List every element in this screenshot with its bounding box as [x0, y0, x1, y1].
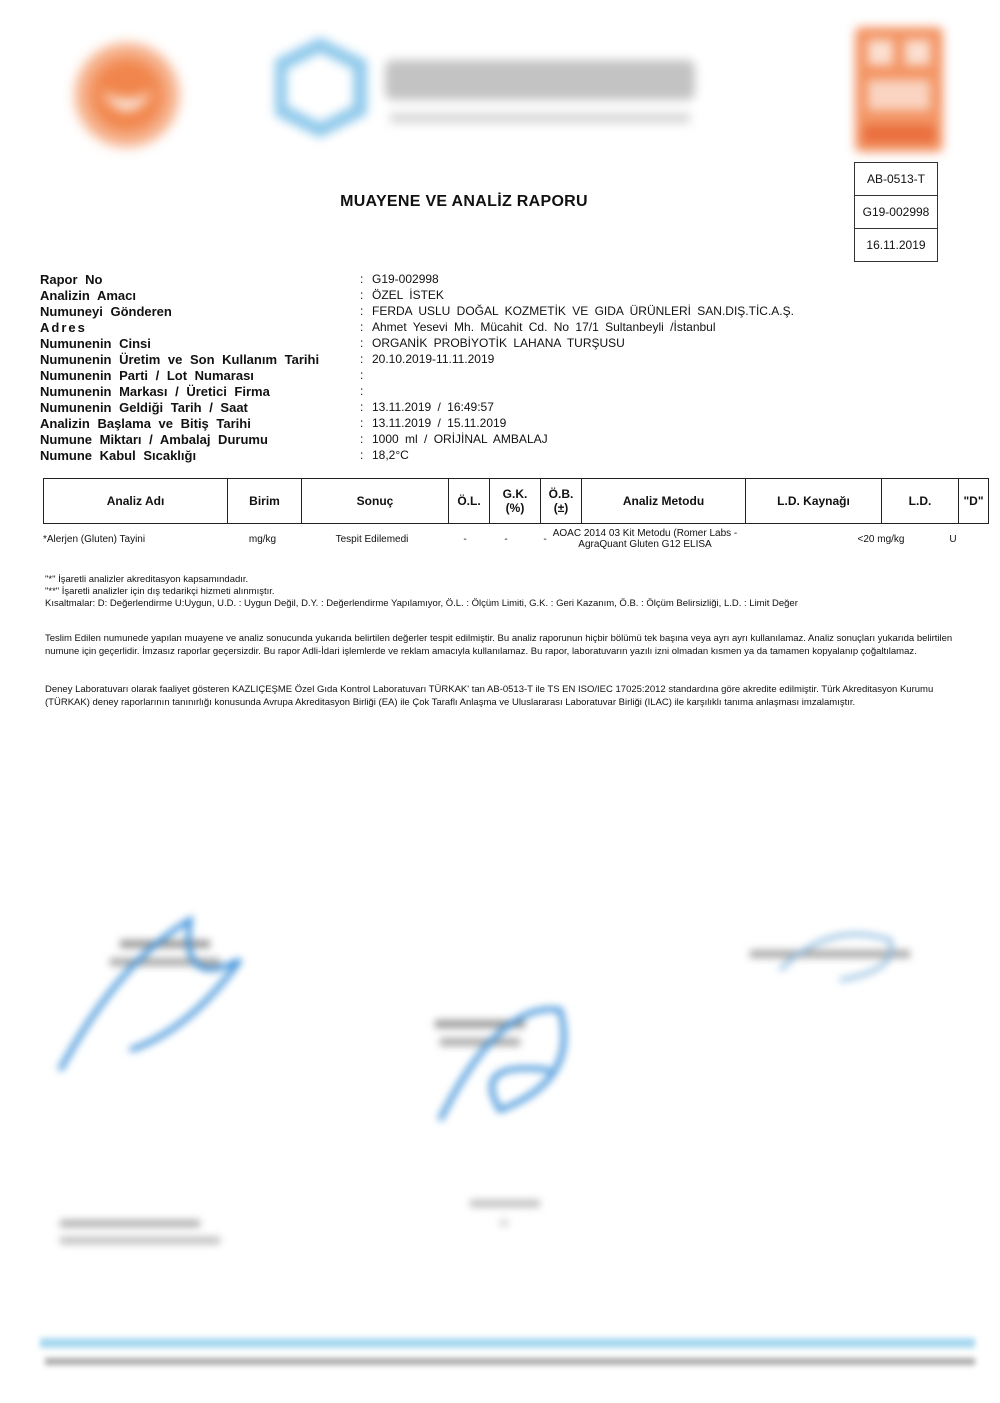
cell-unit: mg/kg	[248, 533, 277, 545]
signature-center	[410, 980, 610, 1140]
col-measurement-limit: Ö.L.	[449, 479, 490, 523]
cell-measurement-limit: -	[463, 533, 467, 545]
col-recovery: G.K. (%)	[490, 479, 541, 523]
footer-bar	[40, 1338, 975, 1348]
info-row: Analizin Başlama ve Bitiş Tarihi : 13.11.2019 / 15.11.2019	[40, 416, 507, 431]
disclaimer-paragraph: Teslim Edilen numunede yapılan muayene ve analiz sonucunda yukarıda belirtilen değerler tespit edilmiştir. Bu analiz raporunun hiçbir bölümü tek başına veya ayrı ayrı kullanılamaz. Analiz sonuçları yukarıda belirtilen numune için geçerlidir. İmzasız raporlar geçersizdir. Bu rapor Adli-İdari işlemlerde ve reklam amacıyla kullanılamaz. Bu rapor, laboratuvarın yazılı izni olmadan kısmen ya da tamamen kopyalanıp çoğaltılamaz.	[45, 633, 953, 657]
col-unit: Birim	[228, 479, 302, 523]
info-row: Numunenin Parti / Lot Numarası :	[40, 368, 364, 383]
info-row: Adres : Ahmet Yesevi Mh. Mücahit Cd. No 17/1 Sultanbeyli /İstanbul	[40, 320, 716, 335]
col-limit-source: L.D. Kaynağı	[746, 479, 882, 523]
footnote-accredited: "*" İşaretli analizler akreditasyon kapsamındadır.	[45, 574, 249, 585]
info-row: Numune Kabul Sıcaklığı : 18,2°C	[40, 448, 409, 463]
footnote-subcontracted: "**" İşaretli analizler için dış tedarikçi hizmeti alınmıştır.	[45, 586, 275, 597]
info-row: Numune Miktarı / Ambalaj Durumu : 1000 ml / ORİJİNAL AMBALAJ	[40, 432, 548, 447]
sample-info-block	[40, 272, 820, 464]
report-date: 16.11.2019	[866, 238, 926, 252]
accreditation-number: AB-0513-T	[855, 163, 937, 196]
cell-result: Tespit Edilemedi	[335, 533, 409, 545]
signature-caption-center	[460, 1195, 550, 1235]
report-number: G19-002998	[855, 196, 937, 229]
info-row: Numunenin Üretim ve Son Kullanım Tarihi : 20.10.2019-11.11.2019	[40, 352, 495, 367]
accreditation-paragraph: Deney Laboratuvarı olarak faaliyet gösteren KAZLIÇEŞME Özel Gıda Kontrol Laboratuvarı TÜRKAK' tan AB-0513-T ile TS EN ISO/IEC 17025:2012 standardına göre akredite edilmiştir. Türk Akreditasyon Kurumu (TÜRKAK) deney raporlarının tanınırlığı konusunda Avrupa Akreditasyon Birliği (EA) ile Çok Taraflı Anlaşma ve Uluslararası Laboratuvar Birliği (ILAC) ile karşılıklı tanıma anlaşması imzalamıştır.	[45, 684, 934, 708]
analysis-table-header	[43, 478, 989, 524]
col-method: Analiz Metodu	[582, 479, 746, 523]
cell-limit-value: <20 mg/kg	[857, 533, 905, 545]
col-limit-value: L.D.	[882, 479, 959, 523]
info-row: Analizin Amacı : ÖZEL İSTEK	[40, 288, 444, 303]
cell-evaluation: U	[949, 533, 957, 545]
accreditation-mark-logo	[853, 25, 945, 155]
table-row	[43, 524, 987, 554]
laboratory-wordmark-logo	[275, 35, 715, 145]
info-row: Rapor No : G19-002998	[40, 272, 439, 287]
info-row: Numunenin Cinsi : ORGANİK PROBİYOTİK LAHANA TURŞUSU	[40, 336, 625, 351]
info-row: Numunenin Geldiği Tarih / Saat : 13.11.2019 / 16:49:57	[40, 400, 494, 415]
cell-uncertainty: -	[543, 533, 547, 545]
col-result: Sonuç	[302, 479, 449, 523]
col-analysis-name: Analiz Adı	[44, 479, 228, 523]
footer-contact-line	[45, 1355, 975, 1369]
footnotes	[45, 574, 965, 610]
footnote-abbreviations: Kısaltmalar: D: Değerlendirme U:Uygun, U.D. : Uygun Değil, D.Y. : Değerlendirme Yapılamıyor, Ö.L. : Ölçüm Limiti, G.K. : Geri Kazanım, Ö.B. : Ölçüm Belirsizliği, L.D. : Limit Değer	[45, 598, 798, 609]
cell-method: AOAC 2014 03 Kit Metodu (Romer Labs - AgraQuant Gluten G12 ELISA	[552, 528, 738, 550]
col-uncertainty: Ö.B. (±)	[541, 479, 582, 523]
cell-limit-source	[745, 524, 843, 554]
cell-analysis-name: *Alerjen (Gluten) Tayini	[43, 533, 146, 545]
info-row: Numunenin Markası / Üretici Firma :	[40, 384, 364, 399]
cell-recovery: -	[504, 533, 508, 545]
report-reference-box	[854, 162, 938, 262]
signature-left	[40, 900, 280, 1090]
info-row: Numuneyi Gönderen : FERDA USLU DOĞAL KOZMETİK VE GIDA ÜRÜNLERİ SAN.DIŞ.TİC.A.Ş.	[40, 304, 794, 319]
ministry-emblem-logo	[70, 35, 185, 155]
signature-caption-left	[60, 1215, 230, 1255]
signature-right	[740, 910, 930, 1000]
page-title: MUAYENE VE ANALİZ RAPORU	[340, 193, 588, 210]
col-evaluation: "D"	[963, 494, 984, 508]
